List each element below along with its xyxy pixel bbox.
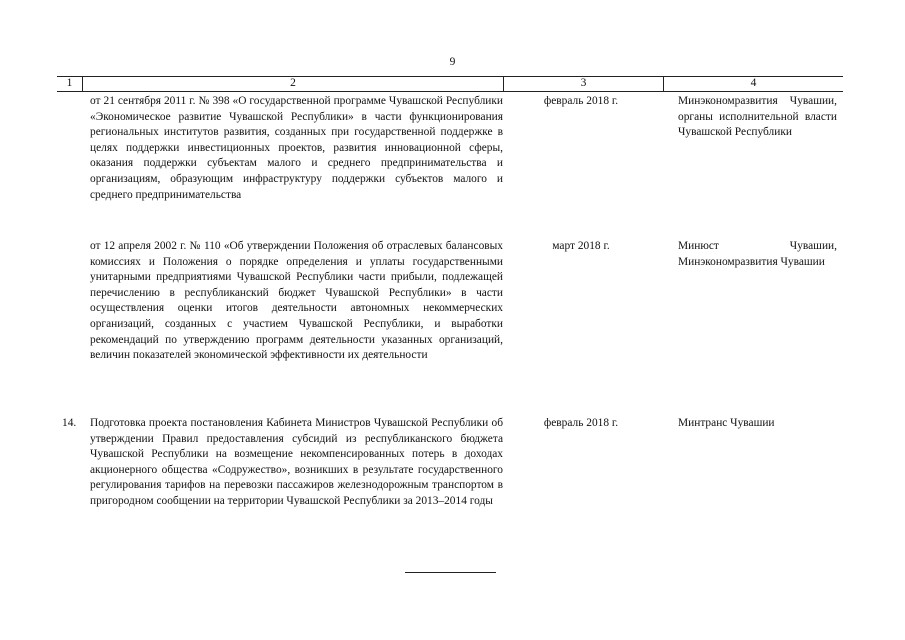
table-header-bottom-border [57, 91, 843, 92]
page-number: 9 [449, 56, 456, 68]
row-responsible: Минэкономразвития Чувашии, органы исполнительной власти Чувашской Республики [678, 95, 837, 139]
row-deadline: март 2018 г. [552, 240, 610, 252]
column-header-2: 2 [290, 77, 296, 89]
row-description: от 12 апреля 2002 г. № 110 «Об утверждении Положения об отраслевых балансовых комиссиях и Положения о порядке определения и уплаты государственными унитарными предприятиями Чувашской Республики части прибыли, подлежащей перечислению в республиканский бюджет Чувашской Республики» в части осуществления оценки итогов деятельности автономных некоммерческих организаций, созданных с участием Чувашской Республики, и выработки рекомендаций по утверждению программ деятельности указанных организаций, величин показателей экономической эффективности их деятельности [90, 240, 503, 362]
column-header-4: 4 [750, 77, 757, 89]
row-description: от 21 сентября 2011 г. № 398 «О государственной программе Чувашской Республики «Экономическое развитие Чувашской Республики» в части функционирования региональных институтов развития, созданных при государственной поддержке в целях поддержки инвестиционных проектов, развития инновационной сферы, оказания поддержки субъектам малого и среднего предпринимательства и организациям, образующим инфраструктуру поддержки субъектов малого и среднего предпринимательства [90, 95, 503, 201]
row-deadline: февраль 2018 г. [543, 95, 619, 107]
column-header-3: 3 [580, 77, 587, 89]
row-responsible: Минтранс Чувашии [678, 417, 775, 429]
row-responsible: Минюст Чувашии, Минэкономразвития Чувашии [678, 240, 837, 268]
row-number: 14. [62, 417, 77, 429]
footer-rule [405, 572, 496, 573]
row-description: Подготовка проекта постановления Кабинета Министров Чувашской Республики об утверждении Правил предоставления субсидий из республиканского бюджета Чувашской Республики на возмещение некомпенсированных потерь в доходах акционерного общества «Содружество», возникших в результате государственного регулирования тарифов на перевозки пассажиров железнодорожным транспортом в пригородном сообщении на территории Чувашской Республики за 2013–2014 годы [90, 417, 503, 507]
row-deadline: февраль 2018 г. [543, 417, 619, 429]
column-header-1: 1 [66, 77, 73, 89]
